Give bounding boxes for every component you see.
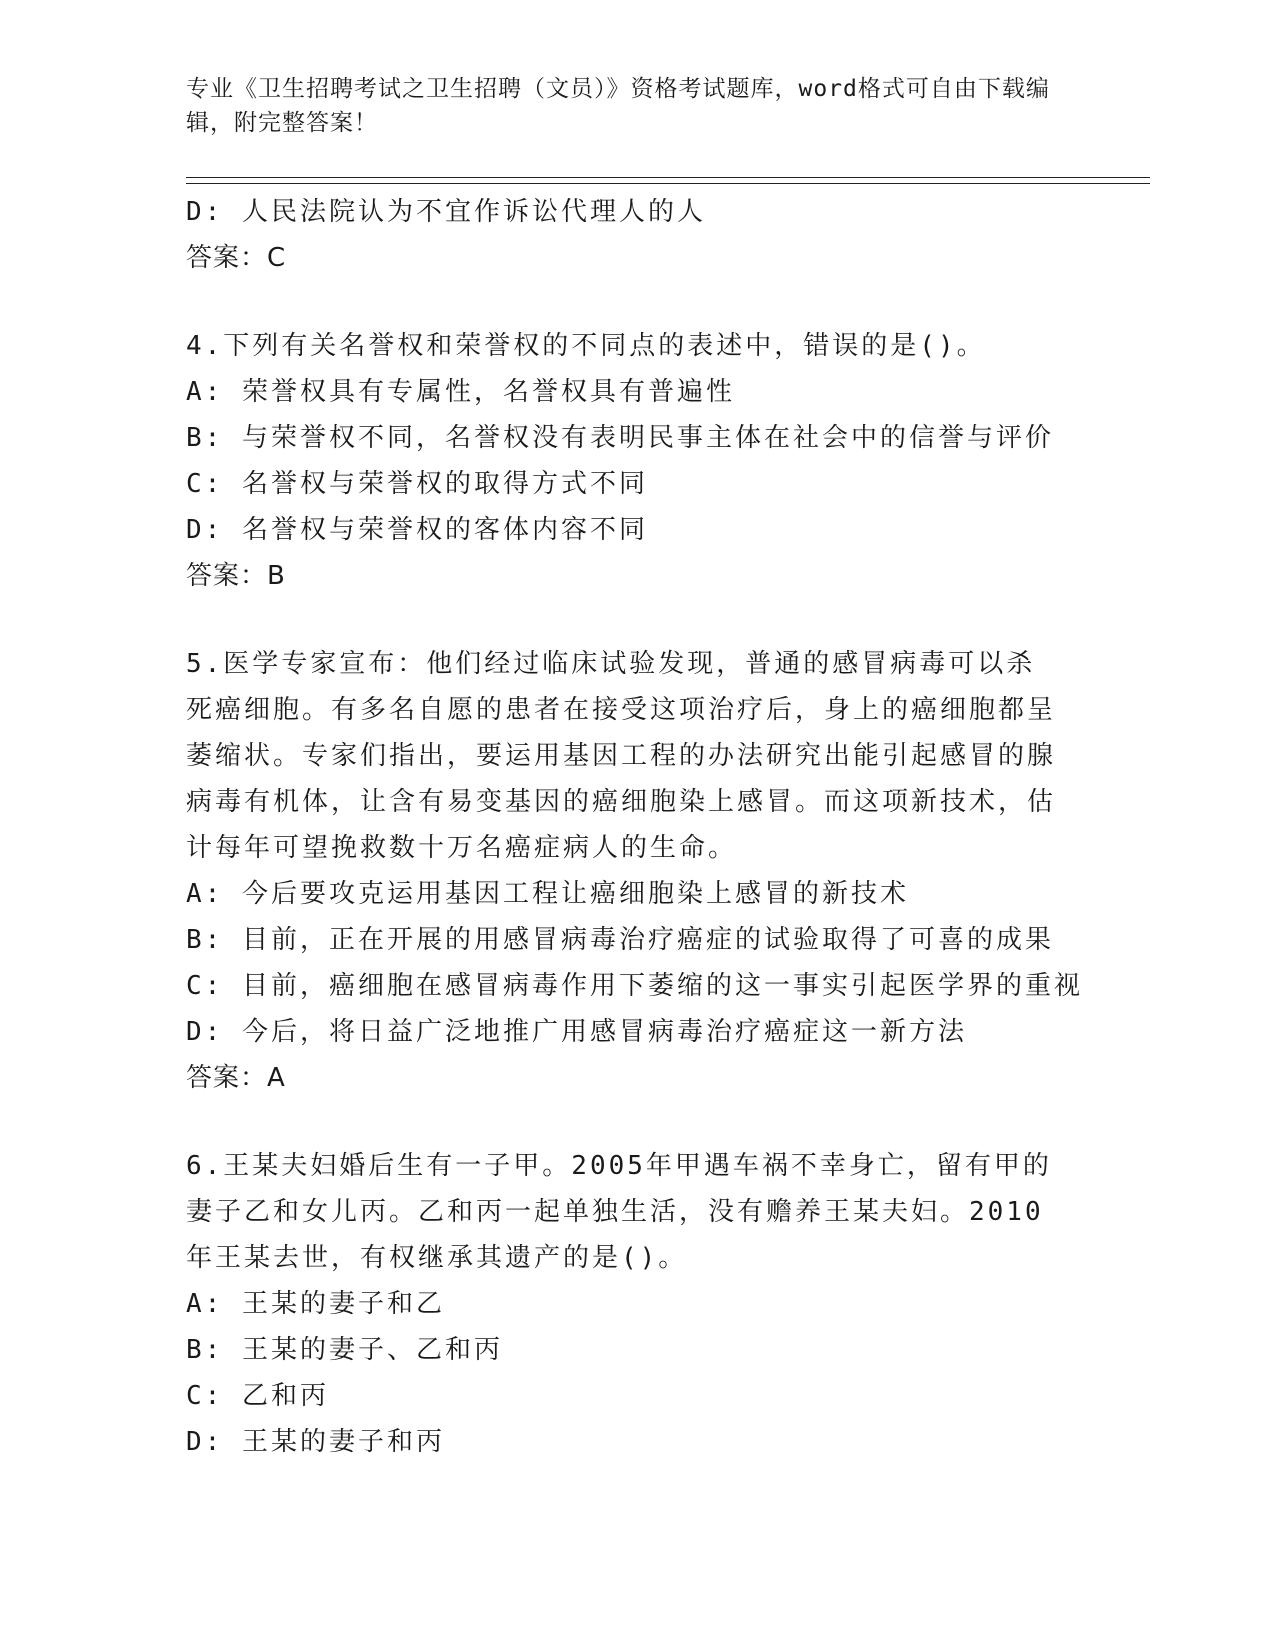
question-5-answer: 答案：A [186, 1063, 286, 1093]
question-4-option-d: D: 名誉权与荣誉权的客体内容不同 [186, 515, 648, 545]
prev-question-option-d: D: 人民法院认为不宜作诉讼代理人的人 [186, 197, 706, 227]
document-body [186, 189, 1086, 1465]
question-6-option-d: D: 王某的妻子和丙 [186, 1427, 445, 1457]
question-4-option-c: C: 名誉权与荣誉权的取得方式不同 [186, 469, 648, 499]
question-5-stem: 5.医学专家宣布：他们经过临床试验发现，普通的感冒病毒可以杀死癌细胞。有多名自愿的患者在接受这项治疗后，身上的癌细胞都呈萎缩状。专家们指出，要运用基因工程的办法研究出能引起感冒的腺病毒有机体，让含有易变基因的癌细胞染上感冒。而这项新技术，估计每年可望挽救数十万名癌症病人的生命。 [186, 649, 1057, 863]
question-6-option-c: C: 乙和丙 [186, 1381, 329, 1411]
question-5-option-a: A: 今后要攻克运用基因工程让癌细胞染上感冒的新技术 [186, 879, 909, 909]
question-4-stem: 4.下列有关名誉权和荣誉权的不同点的表述中，错误的是()。 [186, 331, 986, 361]
document-header: 专业《卫生招聘考试之卫生招聘（文员）》资格考试题库，word格式可自由下载编辑，附完整答案！ [186, 76, 1050, 136]
question-6-stem: 6.王某夫妇婚后生有一子甲。2005年甲遇车祸不幸身亡，留有甲的妻子乙和女儿丙。乙和丙一起单独生活，没有赡养王某夫妇。2010年王某去世，有权继承其遗产的是()。 [186, 1151, 1052, 1273]
spacer [186, 599, 1086, 641]
question-4-option-a: A: 荣誉权具有专属性，名誉权具有普遍性 [186, 377, 735, 407]
header-rule-top [186, 177, 1150, 178]
question-6-option-a: A: 王某的妻子和乙 [186, 1289, 445, 1319]
prev-question-answer: 答案：C [186, 243, 287, 273]
question-6-option-b: B: 王某的妻子、乙和丙 [186, 1335, 503, 1365]
question-5-option-d: D: 今后，将日益广泛地推广用感冒病毒治疗癌症这一新方法 [186, 1017, 967, 1047]
header-rule-bottom [186, 183, 1150, 184]
question-4-answer: 答案：B [186, 561, 286, 591]
spacer [186, 1101, 1086, 1143]
question-5-option-b: B: 目前，正在开展的用感冒病毒治疗癌症的试验取得了可喜的成果 [186, 925, 1054, 955]
question-4-option-b: B: 与荣誉权不同，名誉权没有表明民事主体在社会中的信誉与评价 [186, 423, 1054, 453]
question-5-option-c: C: 目前，癌细胞在感冒病毒作用下萎缩的这一事实引起医学界的重视 [186, 971, 1083, 1001]
spacer [186, 281, 1086, 323]
